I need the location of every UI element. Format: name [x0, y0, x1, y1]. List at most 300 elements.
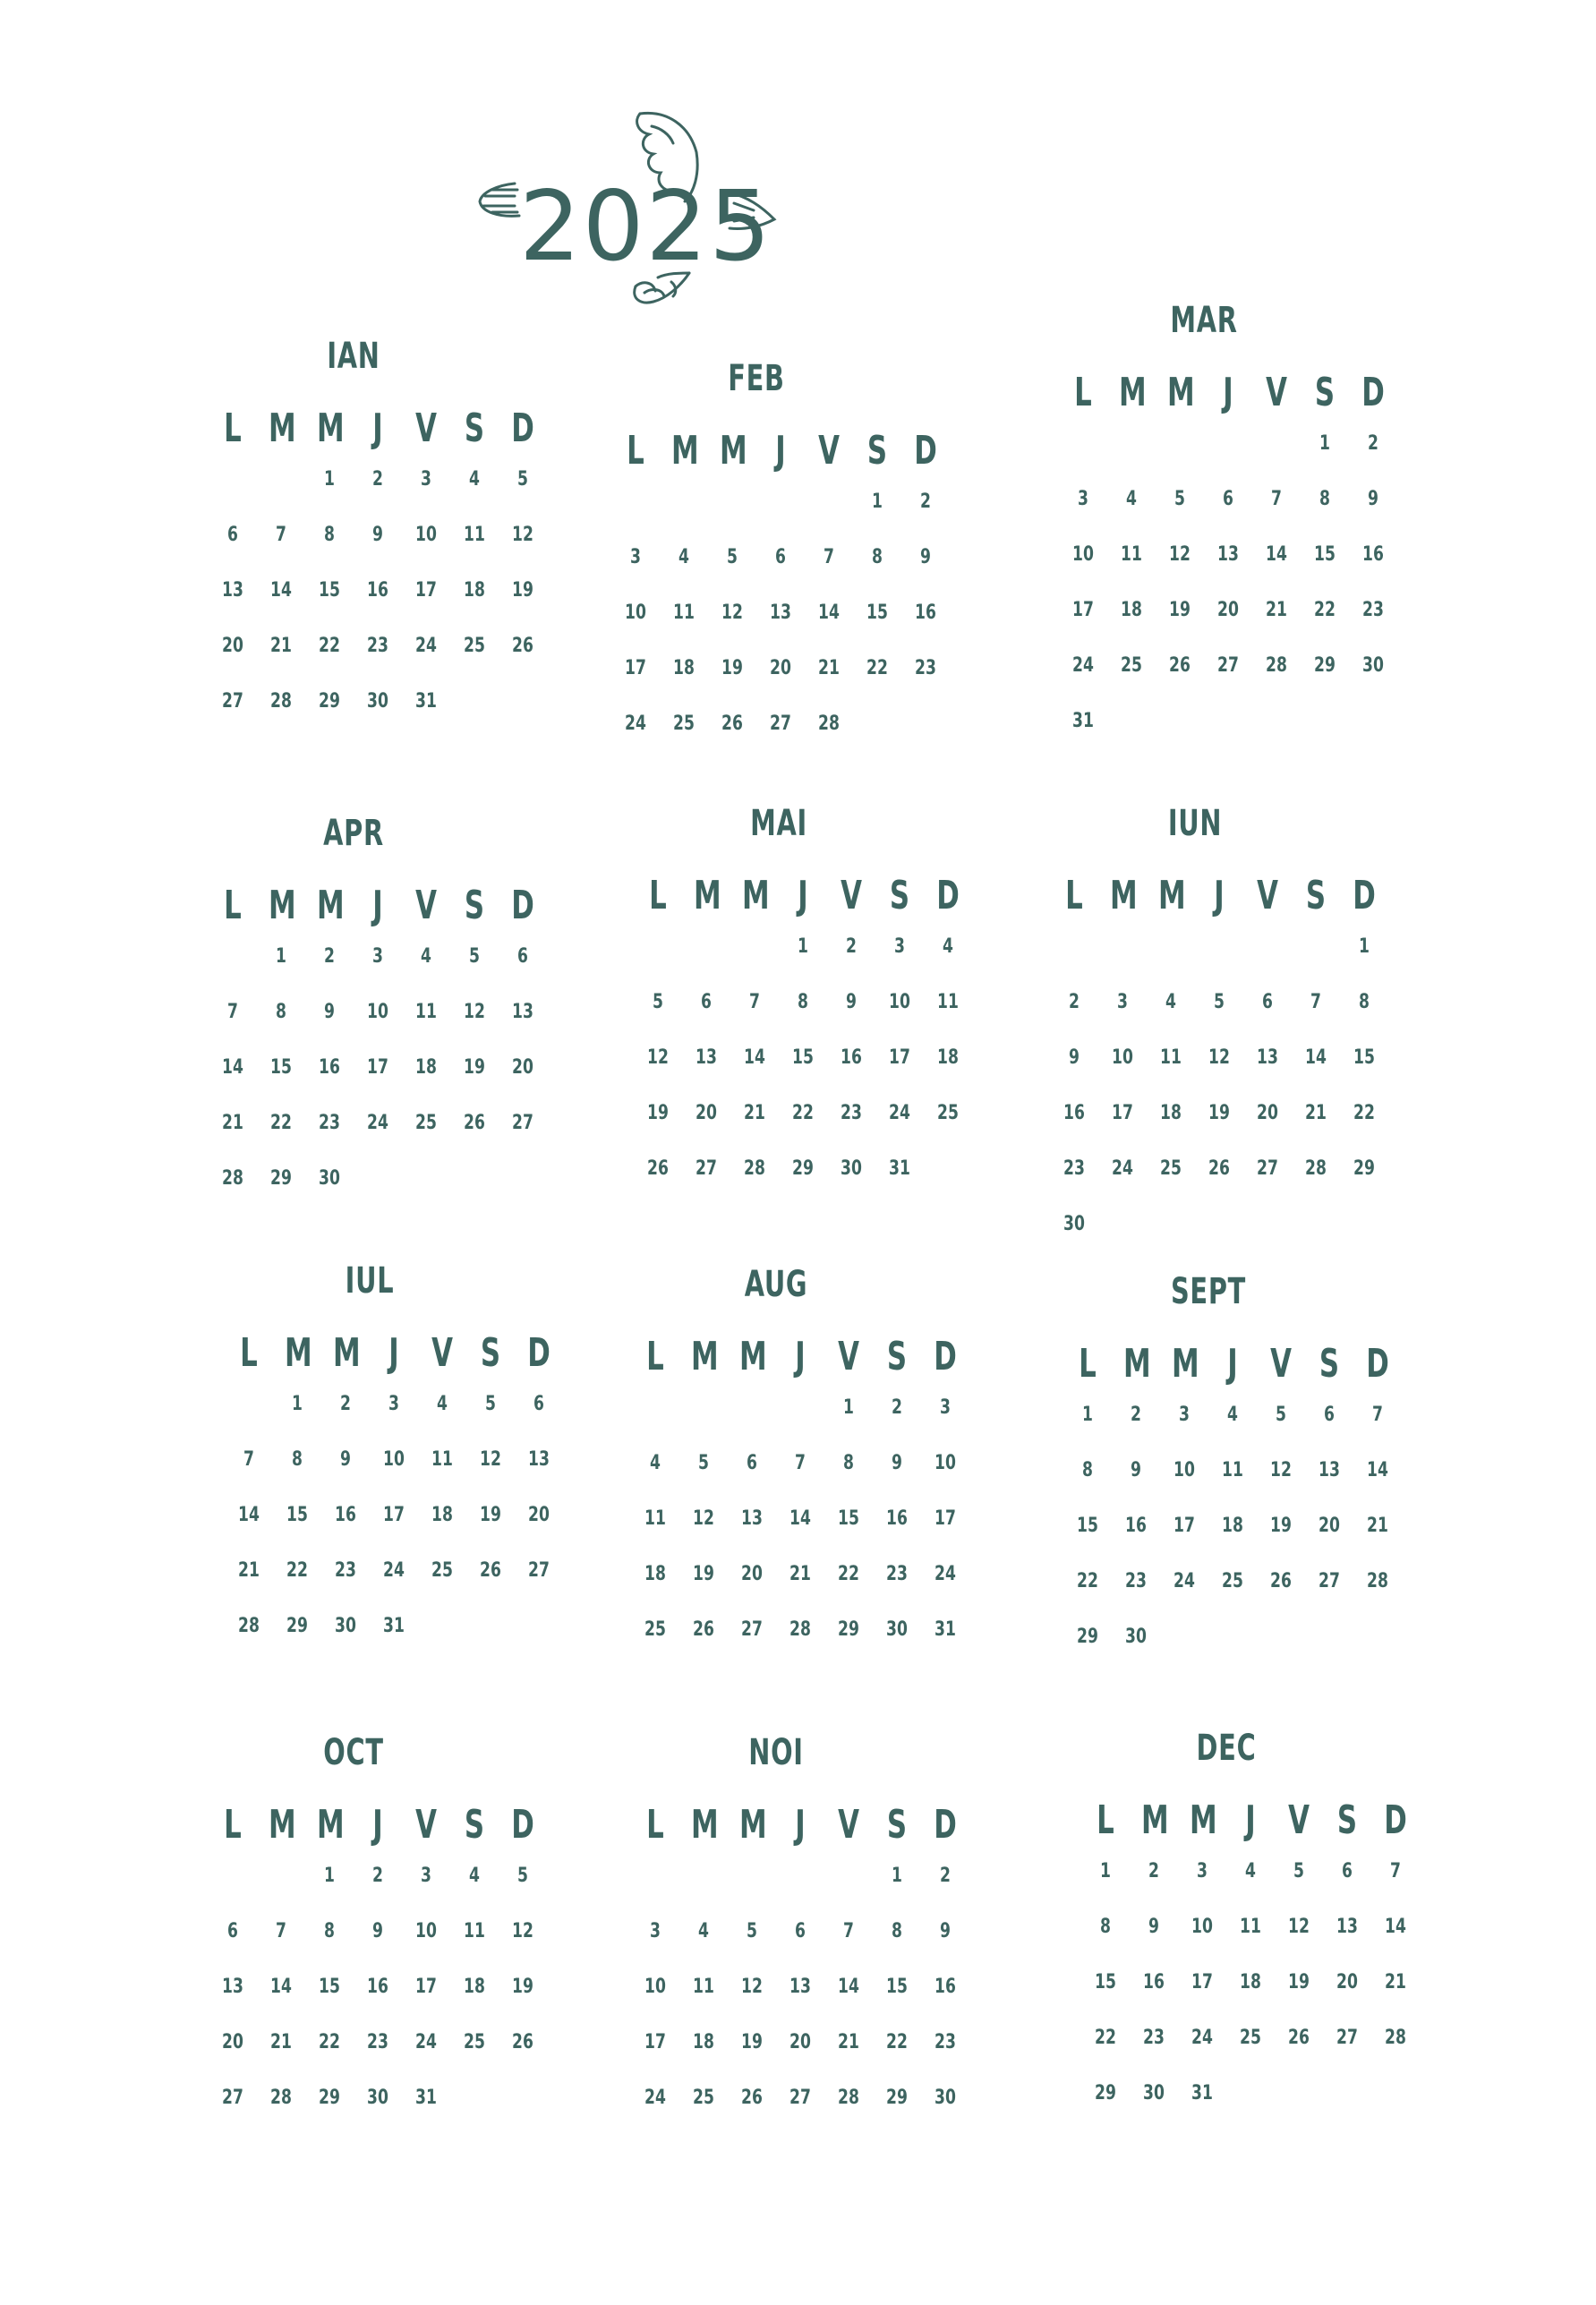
day-cell: 1 [292, 1393, 303, 1415]
weekday-label: M [1141, 1797, 1169, 1843]
day-cell: 30 [367, 2087, 388, 2109]
month-name: MAI [750, 803, 807, 844]
day-cell: 5 [485, 1393, 496, 1415]
weekday-label: J [798, 873, 808, 918]
weekday-label: S [866, 428, 888, 474]
weekday-label: M [739, 1802, 767, 1848]
weekday-label: V [431, 1330, 453, 1376]
day-cell: 26 [721, 713, 743, 735]
day-cell: 12 [480, 1448, 501, 1471]
day-cell: 18 [415, 1056, 437, 1079]
day-cell: 1 [1359, 935, 1370, 958]
day-cell: 19 [1208, 1102, 1230, 1124]
day-cell: 27 [1257, 1157, 1278, 1180]
weekday-label: L [646, 1334, 664, 1379]
day-cell: 1 [276, 945, 286, 968]
month-iun [1056, 803, 1414, 1235]
weekday-label: D [934, 1334, 957, 1379]
weekday-label: M [269, 406, 296, 451]
day-cell: 1 [892, 1865, 902, 1887]
weekday-label: M [1190, 1797, 1217, 1843]
day-cell: 14 [222, 1056, 243, 1079]
day-cell: 12 [1288, 1916, 1310, 1938]
day-cell: 25 [431, 1559, 453, 1582]
day-cell: 22 [866, 657, 888, 679]
weekday-label: L [224, 1802, 242, 1848]
weekday-label: M [1123, 1341, 1151, 1387]
day-cell: 27 [770, 713, 791, 735]
weekday-label: M [1158, 873, 1186, 918]
day-cell: 13 [222, 579, 243, 602]
weekday-label: V [1266, 370, 1287, 415]
day-cell: 23 [886, 1563, 908, 1585]
day-cell: 19 [512, 579, 533, 602]
day-cell: 22 [286, 1559, 308, 1582]
day-cell: 16 [335, 1504, 356, 1526]
day-cell: 7 [1390, 1860, 1401, 1882]
day-cell: 27 [1217, 654, 1239, 677]
day-cell: 2 [892, 1396, 902, 1419]
day-cell: 4 [679, 546, 689, 568]
day-cell: 8 [798, 991, 808, 1013]
day-cell: 21 [744, 1102, 765, 1124]
day-cell: 12 [741, 1976, 763, 1998]
weekday-label: S [1336, 1797, 1358, 1843]
day-cell: 4 [1126, 488, 1137, 510]
day-cell: 24 [367, 1112, 388, 1134]
day-cell: 6 [227, 524, 238, 546]
weekday-label: J [795, 1802, 806, 1848]
day-cell: 24 [1174, 1570, 1195, 1592]
day-cell: 19 [647, 1102, 669, 1124]
day-cell: 22 [838, 1563, 859, 1585]
month-name: OCT [323, 1732, 384, 1773]
weekday-label: M [269, 1802, 296, 1848]
day-cell: 22 [1095, 2027, 1116, 2049]
day-cell: 16 [841, 1046, 862, 1069]
day-cell: 23 [319, 1112, 340, 1134]
weekday-label: L [649, 873, 667, 918]
weekday-label: D [934, 1802, 957, 1848]
day-cell: 28 [1385, 2027, 1406, 2049]
day-cell: 7 [276, 1920, 286, 1942]
day-cell: 30 [841, 1157, 862, 1180]
day-cell: 17 [367, 1056, 388, 1079]
day-cell: 10 [1174, 1459, 1195, 1481]
day-cell: 18 [464, 579, 485, 602]
day-cell: 26 [1288, 2027, 1310, 2049]
day-cell: 10 [367, 1001, 388, 1023]
day-cell: 24 [415, 635, 437, 657]
month-name: AUG [744, 1264, 808, 1305]
day-cell: 14 [1367, 1459, 1388, 1481]
weekday-label: V [838, 1802, 859, 1848]
day-cell: 30 [886, 1618, 908, 1641]
weekday-label: J [388, 1330, 399, 1376]
day-cell: 26 [1270, 1570, 1292, 1592]
day-cell: 23 [1125, 1570, 1147, 1592]
day-cell: 6 [517, 945, 528, 968]
day-cell: 15 [286, 1504, 308, 1526]
weekday-label: S [464, 883, 485, 928]
day-cell: 4 [469, 468, 480, 491]
day-cell: 14 [270, 579, 292, 602]
weekday-label: D [511, 1802, 534, 1848]
day-cell: 24 [1072, 654, 1094, 677]
day-cell: 18 [673, 657, 695, 679]
day-cell: 15 [866, 602, 888, 624]
day-cell: 17 [1072, 599, 1094, 621]
day-cell: 10 [383, 1448, 405, 1471]
day-cell: 16 [367, 1976, 388, 1998]
day-cell: 24 [415, 2031, 437, 2053]
day-cell: 29 [1077, 1626, 1098, 1648]
day-cell: 31 [935, 1618, 956, 1641]
day-cell: 24 [644, 2087, 666, 2109]
weekday-label: M [720, 428, 747, 474]
day-cell: 20 [1217, 599, 1239, 621]
day-cell: 3 [372, 945, 383, 968]
day-cell: 9 [1148, 1916, 1159, 1938]
day-cell: 17 [644, 2031, 666, 2053]
day-cell: 17 [415, 579, 437, 602]
day-cell: 10 [1072, 543, 1094, 566]
month-ian [215, 336, 573, 712]
day-cell: 23 [935, 2031, 956, 2053]
day-cell: 18 [464, 1976, 485, 1998]
weekday-label: S [889, 873, 910, 918]
day-cell: 23 [1143, 2027, 1165, 2049]
day-cell: 25 [415, 1112, 437, 1134]
day-cell: 26 [480, 1559, 501, 1582]
day-cell: 29 [838, 1618, 859, 1641]
day-cell: 11 [415, 1001, 437, 1023]
weekday-label: S [480, 1330, 501, 1376]
day-cell: 22 [1353, 1102, 1375, 1124]
day-cell: 9 [372, 524, 383, 546]
day-cell: 6 [1324, 1404, 1335, 1426]
day-cell: 25 [1121, 654, 1142, 677]
day-cell: 4 [650, 1452, 661, 1474]
month-name: APR [323, 813, 384, 854]
day-cell: 14 [818, 602, 840, 624]
day-cell: 17 [935, 1507, 956, 1530]
day-cell: 12 [512, 1920, 533, 1942]
day-cell: 4 [1245, 1860, 1256, 1882]
weekday-label: S [464, 1802, 485, 1848]
day-cell: 8 [872, 546, 883, 568]
day-cell: 5 [1214, 991, 1225, 1013]
month-name: FEB [728, 358, 785, 399]
weekday-label: V [841, 873, 862, 918]
day-cell: 23 [915, 657, 936, 679]
day-cell: 22 [886, 2031, 908, 2053]
day-cell: 9 [1069, 1046, 1080, 1069]
day-cell: 11 [1121, 543, 1142, 566]
day-cell: 20 [789, 2031, 811, 2053]
day-cell: 12 [1208, 1046, 1230, 1069]
day-cell: 22 [1314, 599, 1336, 621]
day-cell: 22 [792, 1102, 814, 1124]
day-cell: 2 [1069, 991, 1080, 1013]
day-cell: 25 [1160, 1157, 1182, 1180]
day-cell: 12 [1270, 1459, 1292, 1481]
day-cell: 19 [721, 657, 743, 679]
day-cell: 16 [1362, 543, 1384, 566]
day-cell: 8 [1100, 1916, 1111, 1938]
day-cell: 15 [838, 1507, 859, 1530]
day-cell: 8 [324, 524, 335, 546]
day-cell: 5 [517, 1865, 528, 1887]
day-cell: 23 [335, 1559, 356, 1582]
day-cell: 24 [625, 713, 646, 735]
day-cell: 2 [372, 1865, 383, 1887]
day-cell: 16 [915, 602, 936, 624]
day-cell: 20 [741, 1563, 763, 1585]
day-cell: 17 [415, 1976, 437, 1998]
day-cell: 27 [222, 2087, 243, 2109]
weekday-label: V [1288, 1797, 1310, 1843]
day-cell: 1 [324, 1865, 335, 1887]
day-cell: 1 [843, 1396, 854, 1419]
day-cell: 29 [792, 1157, 814, 1180]
day-cell: 21 [789, 1563, 811, 1585]
weekday-label: D [914, 428, 937, 474]
day-cell: 20 [528, 1504, 550, 1526]
weekday-label: J [1245, 1797, 1256, 1843]
day-cell: 25 [464, 2031, 485, 2053]
day-cell: 20 [1336, 1971, 1358, 1993]
weekday-label: J [372, 406, 383, 451]
day-cell: 29 [286, 1615, 308, 1637]
day-cell: 5 [747, 1920, 757, 1942]
day-cell: 8 [1319, 488, 1330, 510]
weekday-label: D [1384, 1797, 1407, 1843]
day-cell: 31 [1072, 710, 1094, 732]
day-cell: 2 [920, 491, 931, 513]
day-cell: 18 [1121, 599, 1142, 621]
day-cell: 6 [227, 1920, 238, 1942]
day-cell: 3 [1078, 488, 1088, 510]
weekday-label: V [1270, 1341, 1292, 1387]
day-cell: 18 [1240, 1971, 1261, 1993]
day-cell: 24 [383, 1559, 405, 1582]
day-cell: 30 [1143, 2082, 1165, 2104]
month-noi [637, 1732, 995, 2108]
month-apr [215, 813, 573, 1189]
day-cell: 19 [512, 1976, 533, 1998]
weekday-label: S [1314, 370, 1336, 415]
day-cell: 30 [335, 1615, 356, 1637]
day-cell: 13 [222, 1976, 243, 1998]
day-cell: 15 [1077, 1515, 1098, 1537]
day-cell: 13 [696, 1046, 717, 1069]
day-cell: 24 [935, 1563, 956, 1585]
day-cell: 21 [1266, 599, 1287, 621]
month-mar [1065, 300, 1423, 732]
day-cell: 8 [324, 1920, 335, 1942]
day-cell: 21 [238, 1559, 260, 1582]
month-name: MAR [1170, 300, 1238, 341]
day-cell: 13 [1336, 1916, 1358, 1938]
day-cell: 21 [1367, 1515, 1388, 1537]
weekday-label: S [886, 1802, 908, 1848]
weekday-label: D [1353, 873, 1376, 918]
day-cell: 2 [1131, 1404, 1141, 1426]
day-cell: 18 [431, 1504, 453, 1526]
day-cell: 30 [1063, 1213, 1085, 1235]
day-cell: 21 [270, 2031, 292, 2053]
day-cell: 4 [943, 935, 953, 958]
day-cell: 17 [1112, 1102, 1133, 1124]
day-cell: 4 [421, 945, 431, 968]
weekday-label: L [1074, 370, 1092, 415]
day-cell: 28 [222, 1167, 243, 1190]
day-cell: 28 [270, 2087, 292, 2109]
month-name: IUN [1167, 803, 1223, 844]
weekday-label: M [317, 1802, 345, 1848]
day-cell: 26 [1208, 1157, 1230, 1180]
month-name: SEPT [1170, 1271, 1247, 1312]
day-cell: 17 [383, 1504, 405, 1526]
day-cell: 7 [824, 546, 834, 568]
weekday-label: J [372, 883, 383, 928]
month-name: IUL [345, 1260, 395, 1302]
weekday-label: L [1065, 873, 1083, 918]
day-cell: 15 [1095, 1971, 1116, 1993]
day-cell: 26 [741, 2087, 763, 2109]
day-cell: 2 [940, 1865, 951, 1887]
weekday-label: L [627, 428, 644, 474]
day-cell: 7 [749, 991, 760, 1013]
weekday-label: L [1079, 1341, 1097, 1387]
day-cell: 4 [437, 1393, 448, 1415]
day-cell: 8 [276, 1001, 286, 1023]
weekday-label: V [415, 1802, 437, 1848]
weekday-label: L [240, 1330, 258, 1376]
day-cell: 13 [528, 1448, 550, 1471]
day-cell: 8 [292, 1448, 303, 1471]
day-cell: 4 [698, 1920, 709, 1942]
day-cell: 23 [1362, 599, 1384, 621]
day-cell: 20 [770, 657, 791, 679]
day-cell: 7 [1310, 991, 1321, 1013]
day-cell: 5 [517, 468, 528, 491]
day-cell: 17 [625, 657, 646, 679]
weekday-label: M [691, 1334, 719, 1379]
day-cell: 9 [846, 991, 857, 1013]
day-cell: 29 [1353, 1157, 1375, 1180]
day-cell: 18 [644, 1563, 666, 1585]
day-cell: 5 [1276, 1404, 1286, 1426]
day-cell: 9 [324, 1001, 335, 1023]
day-cell: 3 [650, 1920, 661, 1942]
day-cell: 26 [464, 1112, 485, 1134]
day-cell: 16 [367, 579, 388, 602]
day-cell: 15 [319, 579, 340, 602]
month-name: DEC [1196, 1728, 1257, 1769]
day-cell: 12 [464, 1001, 485, 1023]
day-cell: 15 [792, 1046, 814, 1069]
day-cell: 29 [886, 2087, 908, 2109]
day-cell: 6 [795, 1920, 806, 1942]
day-cell: 14 [1266, 543, 1287, 566]
day-cell: 14 [1385, 1916, 1406, 1938]
day-cell: 14 [1305, 1046, 1327, 1069]
day-cell: 14 [838, 1976, 859, 1998]
day-cell: 16 [1143, 1971, 1165, 1993]
weekday-label: M [1110, 873, 1138, 918]
day-cell: 3 [1197, 1860, 1208, 1882]
day-cell: 10 [415, 524, 437, 546]
day-cell: 29 [270, 1167, 292, 1190]
day-cell: 22 [319, 635, 340, 657]
day-cell: 17 [889, 1046, 910, 1069]
day-cell: 11 [1222, 1459, 1243, 1481]
day-cell: 21 [222, 1112, 243, 1134]
day-cell: 12 [1169, 543, 1191, 566]
day-cell: 25 [1240, 2027, 1261, 2049]
day-cell: 7 [227, 1001, 238, 1023]
day-cell: 11 [464, 1920, 485, 1942]
day-cell: 9 [940, 1920, 951, 1942]
day-cell: 16 [1125, 1515, 1147, 1537]
day-cell: 5 [727, 546, 738, 568]
month-aug [637, 1264, 995, 1640]
day-cell: 9 [340, 1448, 351, 1471]
day-cell: 10 [889, 991, 910, 1013]
day-cell: 31 [415, 2087, 437, 2109]
weekday-label: M [269, 883, 296, 928]
day-cell: 13 [1257, 1046, 1278, 1069]
day-cell: 23 [367, 2031, 388, 2053]
day-cell: 20 [1257, 1102, 1278, 1124]
day-cell: 9 [1131, 1459, 1141, 1481]
wing-icon-left [480, 184, 519, 216]
day-cell: 4 [1165, 991, 1176, 1013]
day-cell: 21 [1385, 1971, 1406, 1993]
day-cell: 14 [270, 1976, 292, 1998]
weekday-label: V [818, 428, 840, 474]
day-cell: 30 [367, 690, 388, 713]
day-cell: 9 [1368, 488, 1378, 510]
weekday-label: M [742, 873, 770, 918]
weekday-label: M [317, 406, 345, 451]
day-cell: 12 [647, 1046, 669, 1069]
day-cell: 11 [937, 991, 959, 1013]
weekday-label: J [1227, 1341, 1238, 1387]
day-cell: 3 [940, 1396, 951, 1419]
weekday-label: V [838, 1334, 859, 1379]
weekday-label: D [1361, 370, 1385, 415]
day-cell: 23 [1063, 1157, 1085, 1180]
day-cell: 31 [415, 690, 437, 713]
day-cell: 12 [693, 1507, 714, 1530]
day-cell: 10 [1191, 1916, 1213, 1938]
day-cell: 10 [415, 1920, 437, 1942]
day-cell: 12 [512, 524, 533, 546]
day-cell: 30 [1362, 654, 1384, 677]
day-cell: 20 [512, 1056, 533, 1079]
weekday-label: M [317, 883, 345, 928]
day-cell: 25 [464, 635, 485, 657]
day-cell: 21 [818, 657, 840, 679]
weekday-label: L [224, 406, 242, 451]
day-cell: 10 [625, 602, 646, 624]
day-cell: 28 [818, 713, 840, 735]
day-cell: 27 [528, 1559, 550, 1582]
day-cell: 11 [1240, 1916, 1261, 1938]
